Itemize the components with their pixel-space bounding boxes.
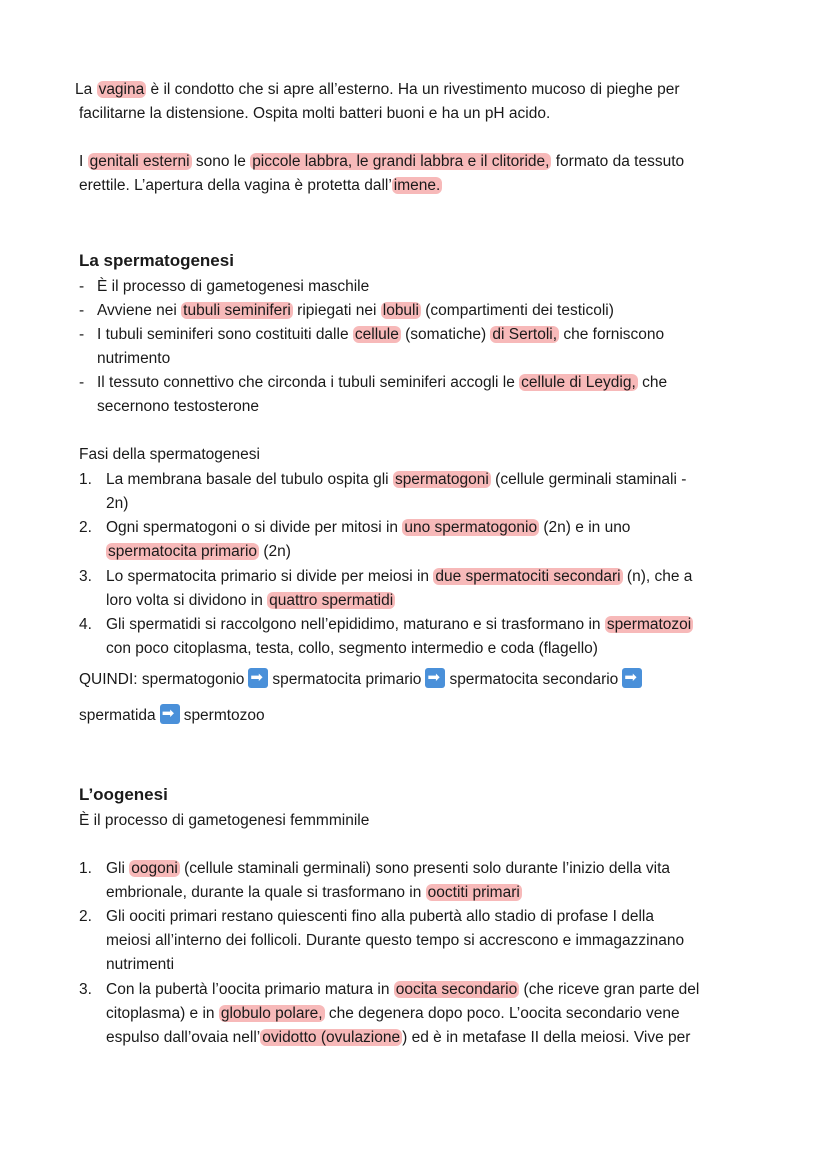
highlight: vagina (98, 81, 145, 98)
list-item: Avviene nei tubuli seminiferi ripiegati nei lobuli (compartimenti dei testicoli) (97, 302, 614, 319)
right-arrow-icon (622, 668, 642, 688)
right-arrow-icon (160, 704, 180, 724)
list-item: Ogni spermatogoni o si divide per mitosi in uno spermatogonio (2n) e in uno (106, 519, 631, 536)
section-title-oogenesi: L’oogenesi (79, 785, 168, 804)
list-item: Gli spermatidi si raccolgono nell’epididimo, maturano e si trasformano in spermatozoi (106, 616, 692, 633)
summary-line: QUINDI: spermatogonio➡ spermatocita primario➡ spermatocita secondario➡ (79, 668, 646, 691)
list-item: Lo spermatocita primario si divide per meiosi in due spermatociti secondari (n), che a (106, 568, 693, 585)
section-title-spermatogenesi: La spermatogenesi (79, 251, 234, 270)
list-item: Il tessuto connettivo che circonda i tubuli seminiferi accogli le cellule di Leydig, che (97, 374, 668, 391)
list-item: È il processo di gametogenesi maschile (97, 278, 370, 295)
right-arrow-icon (425, 668, 445, 688)
list-item: Gli oociti primari restano quiescenti fino alla pubertà allo stadio di profase I della (106, 908, 654, 925)
list-item: Con la pubertà l’oocita primario matura in oocita secondario (che riceve gran parte del (106, 981, 700, 998)
summary-line: spermatida➡ spermtozoo (79, 704, 265, 727)
list-item: I tubuli seminiferi sono costituiti dalle cellule (somatiche) di Sertoli, che forniscono (97, 326, 665, 343)
paragraph-genitali: I genitali esterni sono le piccole labbra, le grandi labbra e il clitoride, formato da tessuto (79, 153, 685, 170)
subheading-fasi: Fasi della spermatogenesi (79, 446, 260, 463)
paragraph-vagina: La vagina è il condotto che si apre all’esterno. Ha un rivestimento mucoso di pieghe per (75, 81, 680, 98)
document-page: La vagina è il condotto che si apre all’esterno. Ha un rivestimento mucoso di pieghe per facilitarne la distensione. Ospita molti batteri buoni e ha un pH acido. I genitali esterni sono le piccole labbra, le grandi labbra e il clitoride, formato da tessuto erettile. L’apertura della vagina è protetta dall’ imene. La spermatogenesi - È il processo di gametogenesi maschile - Avviene nei tubuli seminiferi ripiegati nei lobuli (compartimenti dei testicoli) - I tubuli seminiferi sono costituiti dalle cellule (somatiche) di Sertoli, che forniscono nutrimento - Il tessuto connettivo che circonda i tubuli seminiferi accogli le cellule di Leydig, che secernono testosterone Fasi della spermatogenesi 1. La membrana basale del tubulo ospita gli spermatogoni (cellule germinali staminali - 2n) 2. Ogni spermatogoni o si divide per mitosi in uno spermatogonio (2n) e in uno spermatocita primario (2n) 3. Lo spermatocita primario si divide per meiosi in due spermatociti secondari (n), che a loro volta si dividono in quattro spermatidi 4. Gli spermatidi si raccolgono nell’epididimo, maturano e si trasformano in spermatozoi con poco citoplasma, testa, collo, segmento intermedio e coda (flagello) QUINDI: spermatogonio➡ spermatocita primario➡ spermatocita secondario➡ spermatida➡ spermtozoo L’oogenesi È il processo di gametogenesi femmminile 1. Gli oogoni (cellule staminali germinali) sono presenti solo durante l’inizio della vita embrionale, durante la quale si trasformano in ooctiti primari 2. Gli oociti primari restano quiescenti fino alla pubertà allo stadio di profase I della meiosi all’interno dei follicoli. Durante questo tempo si accrescono e immagazzinano nutrimenti 3. Con la pubertà l’oocita primario matura in oocita secondario (che riceve gran parte del citoplasma) e in globulo polare, che degenera dopo poco. L’oocita secondario vene espulso dall’ovaia nell’ ovidotto (ovulazione ) ed è in metafase II della meiosi. Vive per (0, 0, 828, 1171)
list-item: La membrana basale del tubulo ospita gli spermatogoni (cellule germinali staminali - (106, 471, 687, 488)
right-arrow-icon (248, 668, 268, 688)
list-item: Gli oogoni (cellule staminali germinali) sono presenti solo durante l’inizio della vita (106, 860, 671, 877)
